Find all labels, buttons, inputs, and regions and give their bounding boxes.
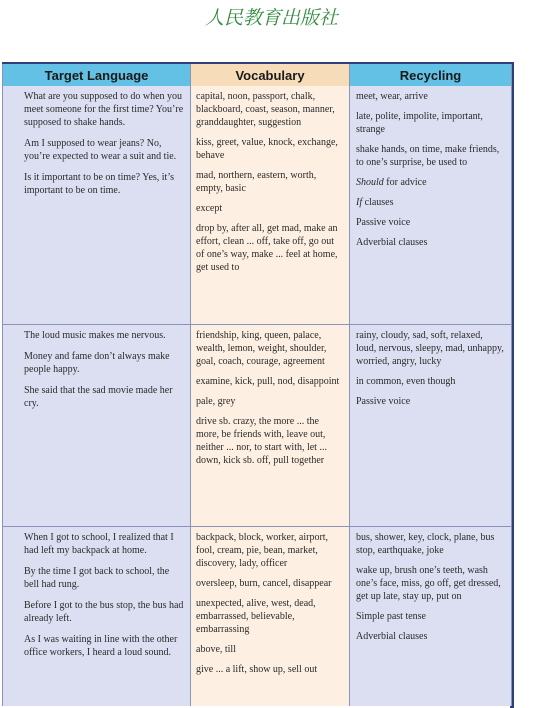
vocabulary-cell (191, 325, 350, 527)
target-language-cell (3, 86, 191, 325)
list-item: When I got to school, I realized that I had left my backpack at home. (24, 532, 174, 556)
header-row (3, 64, 512, 86)
list-item: As I was waiting in line with the other office workers, I heard a loud sound. (24, 634, 178, 658)
list-item: in common, even though (356, 376, 456, 387)
vocabulary-cell (191, 86, 350, 325)
table-row (3, 325, 512, 527)
list-item: Money and fame don’t always make people happy. (24, 351, 170, 375)
header-target-language: Target Language (3, 64, 191, 86)
list-item: except (196, 203, 223, 214)
recycling-cell (350, 86, 512, 325)
list-item: mad, northern, eastern, worth, empty, basic (196, 170, 317, 194)
table-row (3, 86, 512, 325)
list-item: bus, shower, key, clock, plane, bus stop, earthquake, joke (356, 532, 495, 556)
list-item: pale, grey (196, 396, 236, 407)
list-item: Should for advice (356, 177, 427, 188)
target-language-cell (3, 527, 191, 707)
list-item: Adverbial clauses (356, 237, 428, 248)
grammar-keyword: Should (356, 177, 384, 188)
list-item: By the time I got back to school, the bell had rung. (24, 566, 170, 590)
list-item: Is it important to be on time? Yes, it’s important to be on time. (24, 172, 174, 196)
header-vocabulary: Vocabulary (191, 64, 350, 86)
list-item: examine, kick, pull, nod, disappoint (196, 376, 340, 387)
recycling-cell (350, 325, 512, 527)
list-item: wake up, brush one’s teeth, wash one’s face, miss, go off, get dressed, get up late, stay up, put on (356, 565, 501, 602)
list-item: Adverbial clauses (356, 631, 428, 642)
syllabus-table (2, 64, 512, 706)
list-item: If clauses (356, 197, 394, 208)
target-language-cell (3, 325, 191, 527)
list-item: Simple past tense (356, 611, 426, 622)
header-recycling: Recycling (350, 64, 512, 86)
list-item: friendship, king, queen, palace, wealth, lemon, weight, shoulder, goal, coach, courage, agreement (196, 330, 327, 367)
list-item: give ... a lift, show up, sell out (196, 664, 318, 675)
page-header (0, 0, 560, 62)
list-item: Passive voice (356, 396, 411, 407)
list-item: above, till (196, 644, 236, 655)
list-item: late, polite, impolite, important, strange (356, 111, 483, 135)
list-item: Am I supposed to wear jeans? No, you’re expected to wear a suit and tie. (24, 138, 177, 162)
list-item: drive sb. crazy, the more ... the more, be friends with, leave out, neither ... nor, to start with, let ... down, kick sb. off, pull together (196, 416, 327, 466)
list-item: Passive voice (356, 217, 411, 228)
list-item: backpack, block, worker, airport, fool, cream, pie, bean, market, discovery, lady, officer (196, 532, 329, 569)
list-item: rainy, cloudy, sad, soft, relaxed, loud, nervous, sleepy, mad, unhappy, worried, angry, lucky (356, 330, 504, 367)
list-item: She said that the sad movie made her cry. (24, 385, 173, 409)
vocabulary-cell (191, 527, 350, 707)
publisher-logo (205, 4, 355, 30)
list-item: meet, wear, arrive (356, 91, 428, 102)
svg-text:人民教育出版社: 人民教育出版社 (205, 7, 339, 29)
list-item: Before I got to the bus stop, the bus had already left. (24, 600, 184, 624)
recycling-cell (350, 527, 512, 707)
grammar-keyword: If (356, 197, 363, 208)
list-item: What are you supposed to do when you meet someone for the first time? You’re supposed to shake hands. (24, 91, 184, 128)
list-item: kiss, greet, value, knock, exchange, behave (196, 137, 338, 161)
list-item: oversleep, burn, cancel, disappear (196, 578, 332, 589)
table-row (3, 527, 512, 707)
list-item: shake hands, on time, make friends, to one’s surprise, be used to (356, 144, 500, 168)
list-item: drop by, after all, get mad, make an effort, clean ... off, take off, go out of one’s way, make ... feel at home, get used to (196, 223, 338, 273)
list-item: capital, noon, passport, chalk, blackboard, coast, season, manner, granddaughter, suggestion (196, 91, 335, 128)
list-item: The loud music makes me nervous. (24, 330, 166, 341)
list-item: unexpected, alive, west, dead, embarrassed, believable, embarrassing (196, 598, 316, 635)
